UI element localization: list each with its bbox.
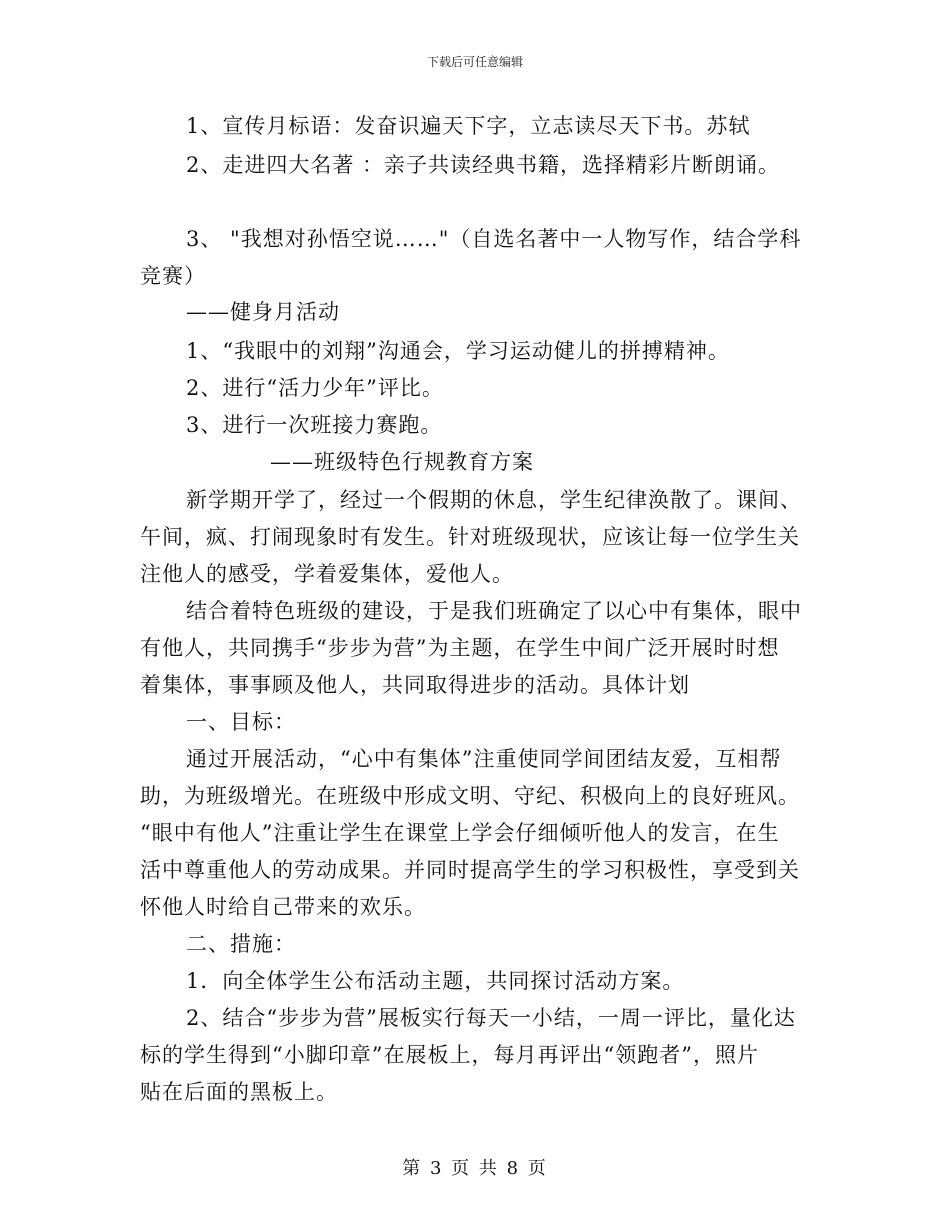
body-line-12: 注他人的感受，学着爱集体，爱他人。 — [140, 562, 514, 586]
body-line-14: 有他人，共同携手“步步为营”为主题，在学生中间广泛开展时时想 — [140, 636, 780, 660]
body-line-4: 竞赛） — [140, 264, 206, 288]
subheading-goals: 一、目标： — [186, 710, 296, 734]
body-line-23: 1．向全体学生公布活动主题，共同探讨活动方案。 — [186, 969, 685, 993]
body-line-21: 怀他人时给自己带来的欢乐。 — [140, 895, 426, 919]
body-line-1: 1、宣传月标语：发奋识遍天下字，立志读尽天下书。苏轼 — [186, 114, 751, 138]
page-header: 下载后可任意编辑 — [426, 55, 523, 69]
body-line-24: 2、结合“步步为营”展板实行每天一小结，一周一评比，量化达 — [186, 1006, 796, 1030]
body-line-19: “眼中有他人”注重让学生在课堂上学会仔细倾听他人的发言，在生 — [140, 821, 780, 845]
body-line-2: 2、走进四大名著 ：亲子共读经典书籍，选择精彩片断朗诵。 — [186, 153, 781, 177]
body-line-3: 3、 "我想对孙悟空说……"（自选名著中一人物写作，结合学科 — [186, 227, 802, 251]
subheading-measures: 二、措施： — [186, 932, 296, 956]
body-line-7: 2、进行“活力少年”评比。 — [186, 376, 444, 400]
section-heading: ——班级特色行规教育方案 — [270, 450, 534, 474]
body-line-18: 助，为班级增光。在班级中形成文明、守纪、积极向上的良好班风。 — [140, 784, 800, 808]
body-line-6: 1、“我眼中的刘翔”沟通会，学习运动健儿的拼搏精神。 — [186, 339, 730, 363]
body-line-25: 标的学生得到“小脚印章”在展板上，每月再评出“领跑者”，照片 — [140, 1043, 759, 1067]
body-line-10: 新学期开学了，经过一个假期的休息，学生纪律涣散了。课间、 — [186, 488, 802, 512]
body-line-15: 着集体，事事顾及他人，共同取得进步的活动。具体计划 — [140, 673, 690, 697]
body-line-8: 3、进行一次班接力赛跑。 — [186, 413, 443, 437]
body-line-17: 通过开展活动，“心中有集体”注重使同学间团结友爱，互相帮 — [186, 747, 782, 771]
body-line-26: 贴在后面的黑板上。 — [140, 1080, 338, 1104]
body-line-20: 活中尊重他人的劳动成果。并同时提高学生的学习积极性，享受到关 — [140, 858, 800, 882]
body-line-11: 午间，疯、打闹现象时有发生。针对班级现状，应该让每一位学生关 — [140, 525, 800, 549]
page-number: 第 3 页 共 8 页 — [402, 1158, 548, 1179]
body-line-5: ——健身月活动 — [186, 300, 340, 324]
body-line-13: 结合着特色班级的建设，于是我们班确定了以心中有集体，眼中 — [186, 599, 802, 623]
